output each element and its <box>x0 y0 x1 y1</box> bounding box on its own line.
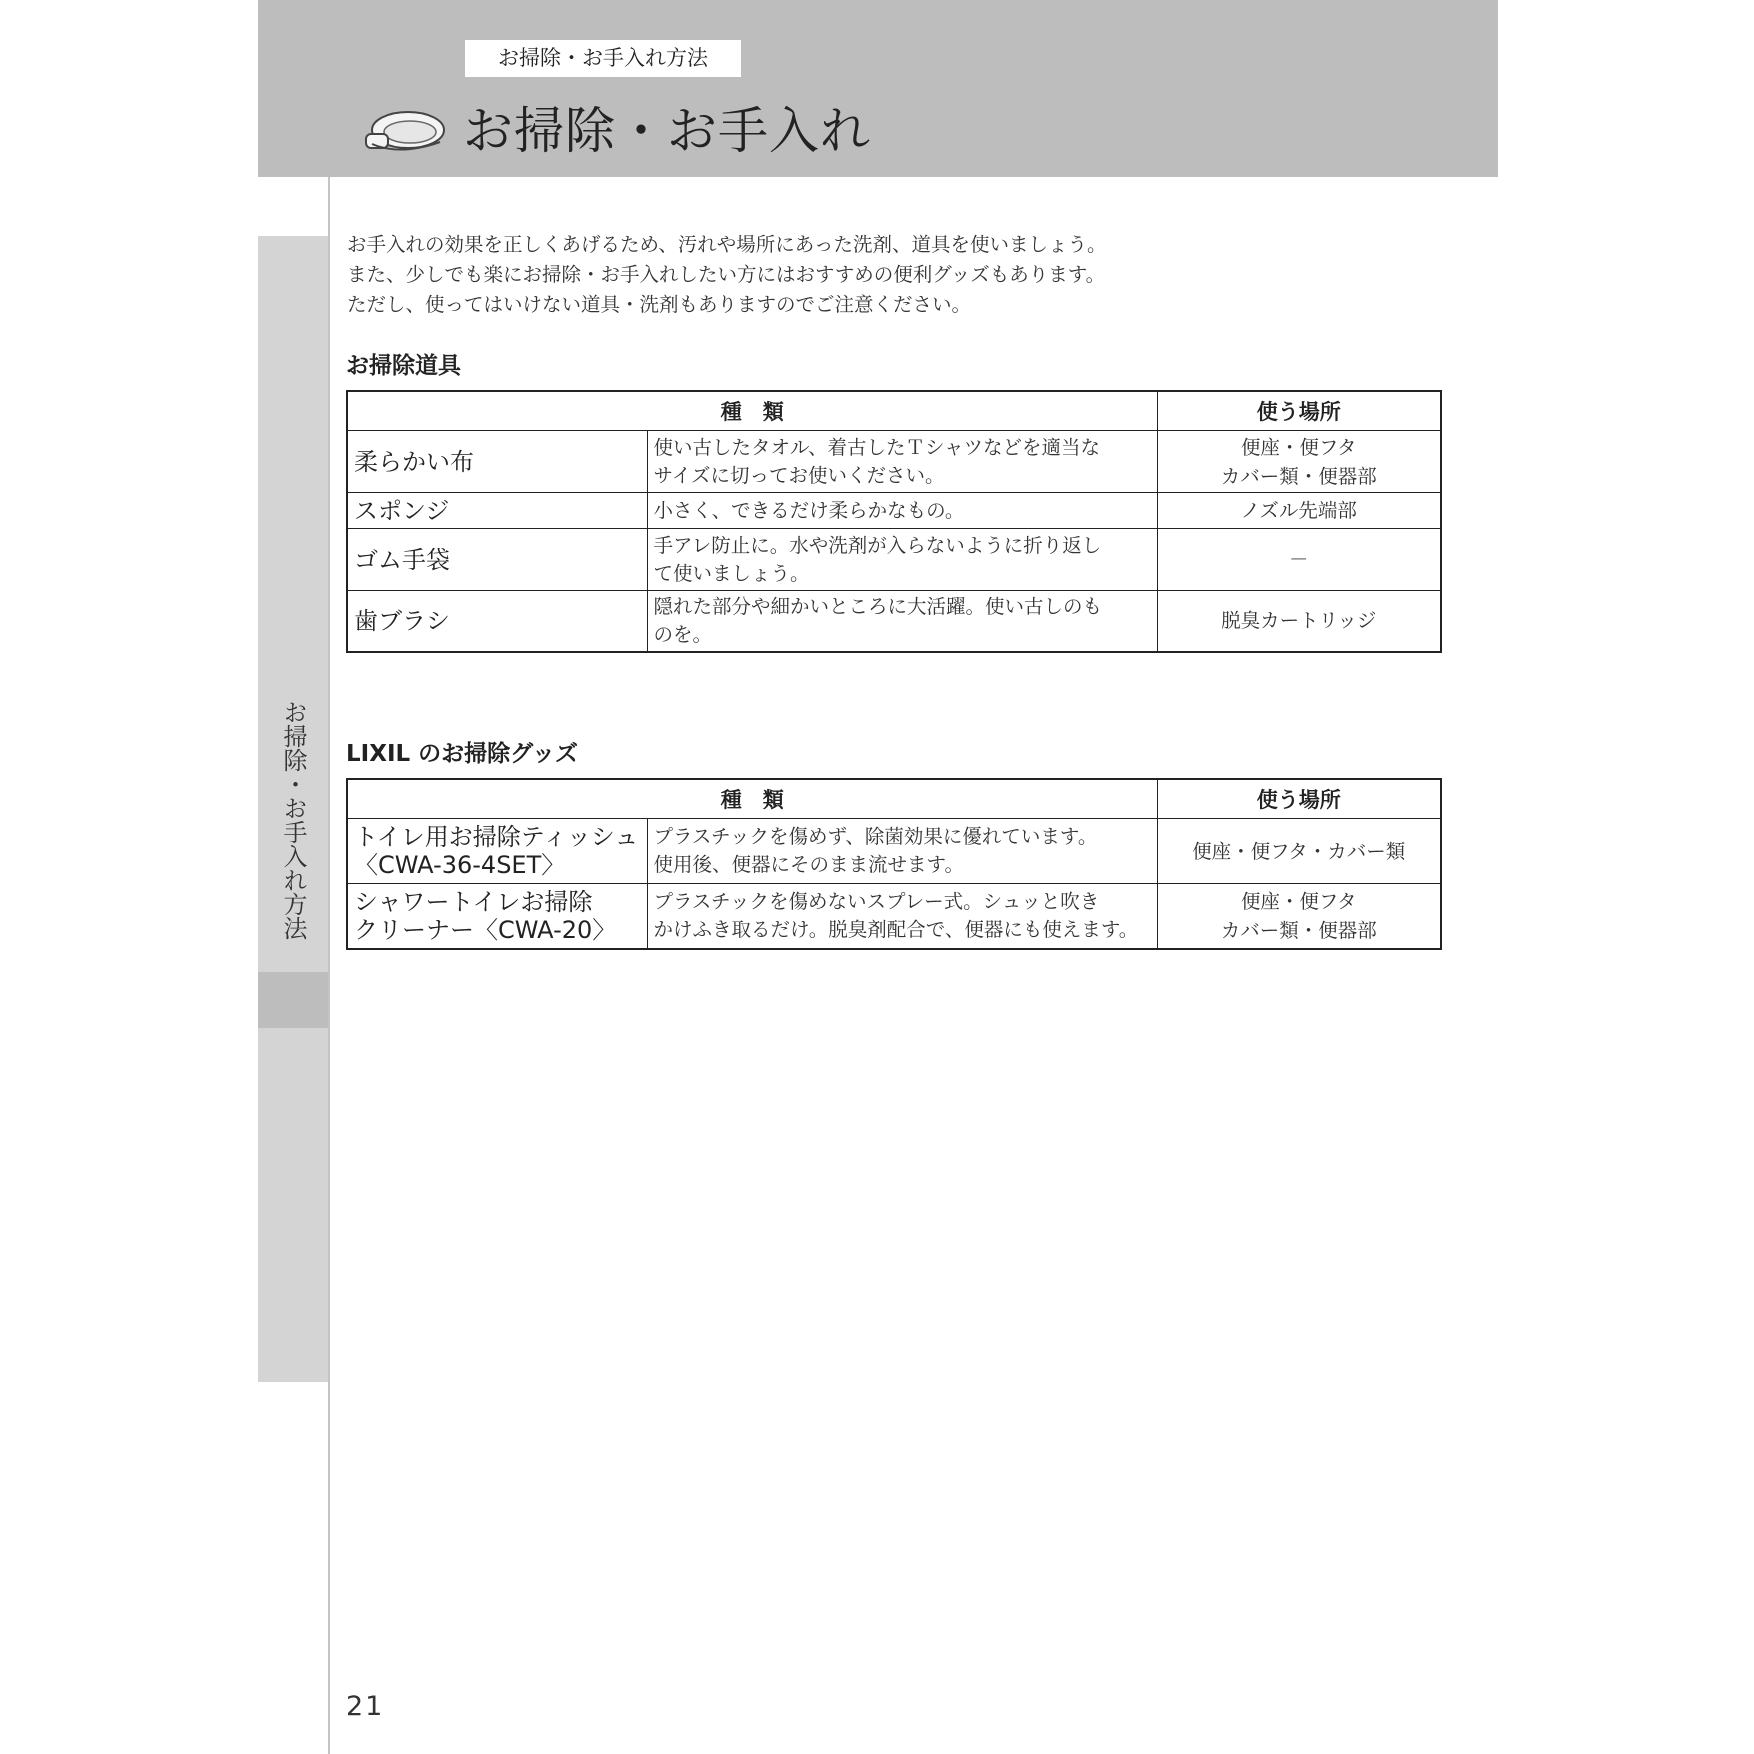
goods-desc: プラスチックを傷めないスプレー式。シュッと吹き かけふき取るだけ。脱臭剤配合で、便器にも使えます。 <box>647 884 1157 949</box>
tool-place: ノズル先端部 <box>1157 493 1441 529</box>
goods-header-kind: 種 類 <box>347 779 1157 819</box>
tool-place: － <box>1157 529 1441 591</box>
tool-place: 脱臭カートリッジ <box>1157 591 1441 652</box>
toilet-seat-icon <box>360 104 450 160</box>
goods-table <box>346 778 1442 950</box>
goods-header-place: 使う場所 <box>1157 779 1441 819</box>
tool-name: スポンジ <box>347 493 647 529</box>
page-number: 21 <box>346 1691 385 1722</box>
table-row <box>347 884 1441 949</box>
intro-text <box>347 230 1107 320</box>
table-row <box>347 819 1441 884</box>
tool-name: 歯ブラシ <box>347 591 647 652</box>
tool-place: 便座・便フタ カバー類・便器部 <box>1157 431 1441 493</box>
side-tab-label: お掃除・お手入れ方法 <box>279 700 307 940</box>
goods-place: 便座・便フタ・カバー類 <box>1157 819 1441 884</box>
side-tab-accent <box>258 972 328 1028</box>
margin-rule <box>328 177 330 1754</box>
table-row <box>347 529 1441 591</box>
tool-desc: 隠れた部分や細かいところに大活躍。使い古しのも のを。 <box>647 591 1157 652</box>
intro-line: また、少しでも楽にお掃除・お手入れしたい方にはおすすめの便利グッズもあります。 <box>347 263 1106 286</box>
intro-line: お手入れの効果を正しくあげるため、汚れや場所にあった洗剤、道具を使いましょう。 <box>347 233 1107 256</box>
tool-name: 柔らかい布 <box>347 431 647 493</box>
goods-name: シャワートイレお掃除 クリーナー〈CWA-20〉 <box>347 884 647 949</box>
tool-name: ゴム手袋 <box>347 529 647 591</box>
tool-desc: 使い古したタオル、着古したＴシャツなどを適当な サイズに切ってお使いください。 <box>647 431 1157 493</box>
tool-desc: 手アレ防止に。水や洗剤が入らないように折り返し て使いましょう。 <box>647 529 1157 591</box>
goods-heading: LIXIL のお掃除グッズ <box>346 741 579 767</box>
intro-line: ただし、使ってはいけない道具・洗剤もありますのでご注意ください。 <box>347 293 972 316</box>
tool-desc: 小さく、できるだけ柔らかなもの。 <box>647 493 1157 529</box>
section-label: お掃除・お手入れ方法 <box>465 40 741 77</box>
tools-table <box>346 390 1442 653</box>
goods-name: トイレ用お掃除ティッシュ 〈CWA-36-4SET〉 <box>347 819 647 884</box>
tools-header-kind: 種 類 <box>347 391 1157 431</box>
goods-place: 便座・便フタ カバー類・便器部 <box>1157 884 1441 949</box>
page-title: お掃除・お手入れ <box>463 102 871 160</box>
table-row <box>347 493 1441 529</box>
tools-header-place: 使う場所 <box>1157 391 1441 431</box>
goods-desc: プラスチックを傷めず、除菌効果に優れています。 使用後、便器にそのまま流せます。 <box>647 819 1157 884</box>
table-row <box>347 431 1441 493</box>
table-row <box>347 591 1441 652</box>
tools-heading: お掃除道具 <box>346 353 461 379</box>
